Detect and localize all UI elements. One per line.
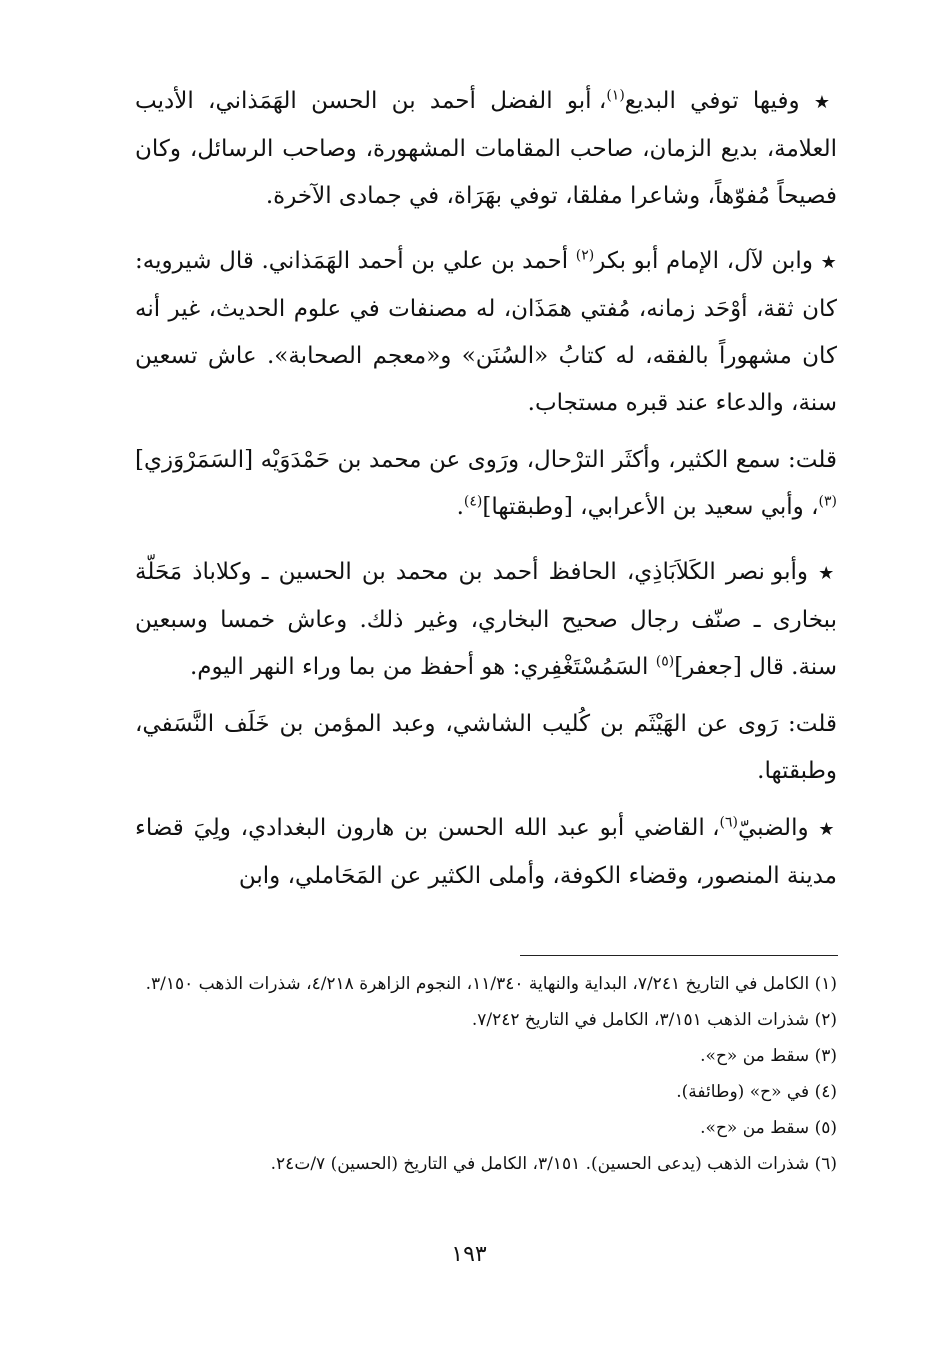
paragraph-6 <box>135 805 837 900</box>
paragraph-text: أحمد بن علي بن أحمد الهَمَذاني. قال شيرويه: كان ثقة، أوْحَد زمانه، مُفتي همَذَان، له مصنفات في علوم الحديث، غير أنه كان مشهوراً بالفقه، له كتابُ «السُنَن» و«معجم الصحابة». عاش تسعين سنة، والدعاء عند قبره مستجاب. <box>135 248 837 416</box>
paragraph-text: وأبو نصر الكَلاَبَاذِي، الحافظ أحمد بن محمد بن الحسين ـ وكلاباذ مَحَلّة ببخارى ـ صنّف رجال صحيح البخاري، وغير ذلك. وعاش خمسا وسبعين سنة. قال [جعفر] <box>135 559 837 680</box>
footnote-1: (١) الكامل في التاريخ ٧/٢٤١، البداية والنهاية ١١/٣٤٠، النجوم الزاهرة ٤/٢١٨، شذرات الذهب ٣/١٥٠. <box>145 974 837 994</box>
star-marker: ★ <box>813 92 838 113</box>
paragraph-text: والضبيّ <box>738 815 809 841</box>
footnote-ref: (٤) <box>463 493 483 510</box>
footnote-ref: (١) <box>606 87 625 104</box>
paragraph-4 <box>135 549 837 691</box>
paragraph-text: ، أبو الفضل أحمد بن الحسن الهَمَذاني، الأديب العلامة، بديع الزمان، صاحب المقامات المشهورة، وصاحب الرسائل، وكان فصيحاً مُفوّهاً، وشاعرا مفلقا، توفي بهَرَاة، في جمادى الآخرة. <box>135 88 837 209</box>
paragraph-text: قلت: سمع الكثير، وأكثَر الترْحال، ورَوى عن محمد بن حَمْدَوَيْه [السَمَرْوَزي] <box>135 447 837 473</box>
main-text <box>135 78 837 900</box>
footnote-6: (٦) شذرات الذهب (يدعى الحسين). ٣/١٥١، الكامل في التاريخ (الحسين) ٧/ت٢٤. <box>270 1154 837 1174</box>
star-marker: ★ <box>818 819 838 840</box>
paragraph-5 <box>135 701 837 795</box>
footnotes <box>135 966 837 1182</box>
star-marker: ★ <box>820 252 838 273</box>
footnote-ref: (٢) <box>575 247 595 264</box>
footnote-3: (٣) سقط من «ح». <box>700 1046 837 1066</box>
footnote-ref: (٣) <box>818 493 837 510</box>
paragraph-text: ، وأبي سعيد بن الأعرابي، [وطبقتها] <box>482 494 819 520</box>
paragraph-2 <box>135 238 837 427</box>
footnote-ref: (٥) <box>655 653 675 670</box>
paragraph-3 <box>135 437 837 531</box>
paragraph-text: قلت: رَوى عن الهَيْثَم بن كُليب الشاشي، وعبد المؤمن بن خَلَف النَّسَفي، وطبقتها. <box>135 711 837 784</box>
paragraph-text: السَمُسْتَغْفِري: هو أحفظ من بما وراء النهر اليوم. <box>189 654 649 680</box>
paragraph-1 <box>135 78 837 220</box>
star-marker: ★ <box>818 563 838 584</box>
paragraph-text: وفيها توفي البديع <box>624 88 800 114</box>
footnote-5: (٥) سقط من «ح». <box>700 1118 837 1138</box>
footnote-separator <box>520 955 838 956</box>
paragraph-text: ، القاضي أبو عبد الله الحسن بن هارون البغدادي، ولِيَ قضاء مدينة المنصور، وقضاء الكوفة، وأملى الكثير عن المَحَاملي، وابن <box>135 815 837 889</box>
footnote-4: (٤) في «ح» (وطائفة). <box>676 1082 837 1102</box>
footnote-2: (٢) شذرات الذهب ٣/١٥١، الكامل في التاريخ ٧/٢٤٢. <box>471 1010 837 1030</box>
footnote-ref: (٦) <box>719 814 738 831</box>
page-number: ١٩٣ <box>451 1242 487 1267</box>
paragraph-text: . <box>456 494 464 520</box>
paragraph-text: وابن لآل، الإمام أبو بكر <box>594 248 813 274</box>
